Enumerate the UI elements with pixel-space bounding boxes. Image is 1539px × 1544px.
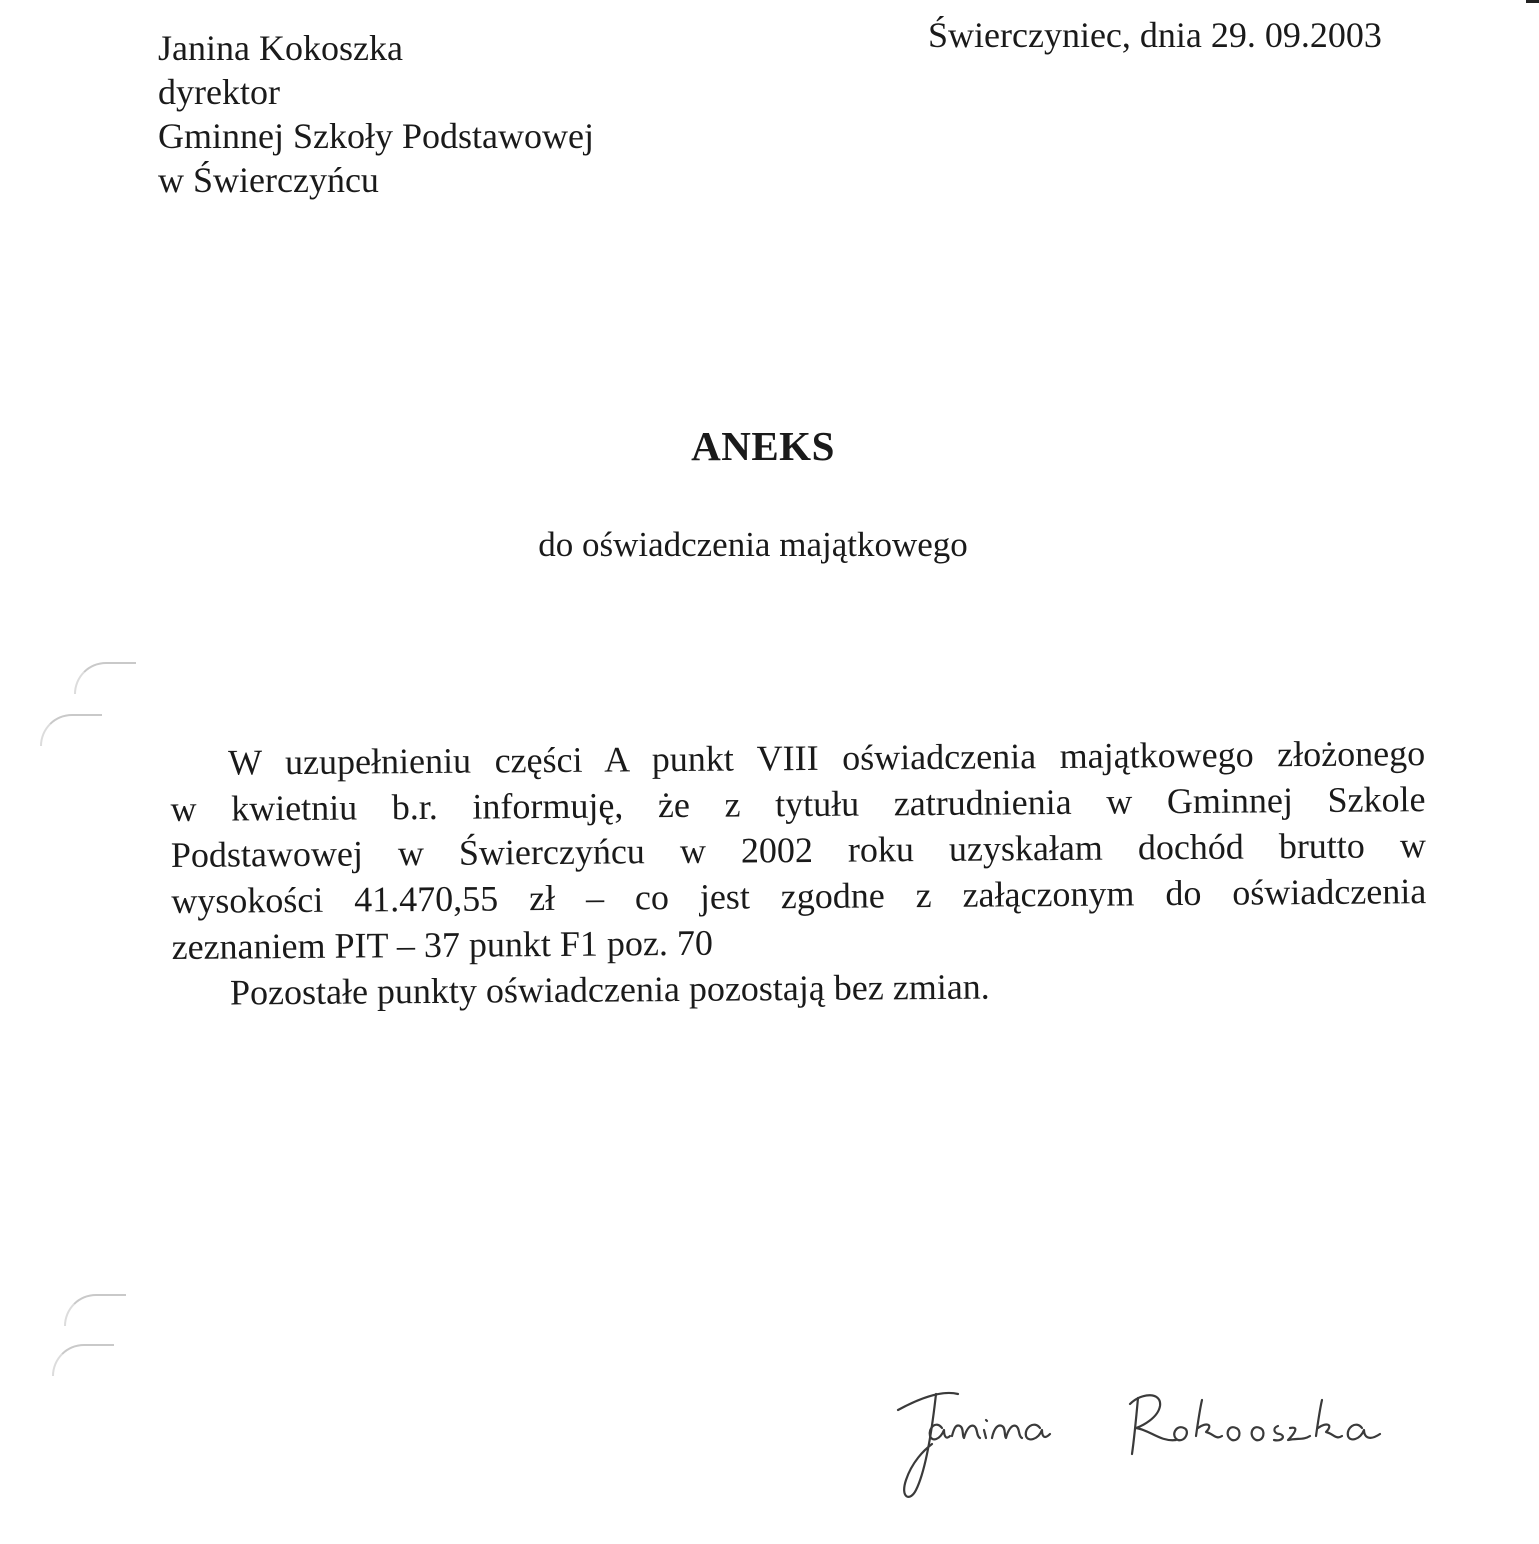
body-line: w kwietniu b.r. informuję, że z tytułu zatrudnienia w Gminnej Szkole	[170, 779, 1426, 829]
handwritten-signature	[880, 1370, 1420, 1520]
punch-mark	[64, 1294, 126, 1326]
body-line: W uzupełnieniu części A punkt VIII oświadczenia majątkowego złożonego	[228, 733, 1426, 783]
document-subtitle: do oświadczenia majątkowego	[538, 525, 968, 564]
punch-mark	[52, 1344, 114, 1376]
sender-position: dyrektor	[158, 72, 280, 112]
scan-artifact	[1526, 0, 1539, 3]
sender-institution: Gminnej Szkoły Podstawowej	[158, 116, 594, 156]
document-body	[170, 730, 1427, 1016]
closing-line: Pozostałe punkty oświadczenia pozostają bez zmian.	[229, 966, 990, 1013]
body-line: Podstawowej w Świerczyńcu w 2002 roku uzyskałam dochód brutto w	[170, 825, 1427, 875]
document-title: ANEKS	[691, 423, 835, 469]
sender-location: w Świerczyńcu	[158, 160, 379, 200]
body-line: zeznaniem PIT – 37 punkt F1 poz. 70	[171, 922, 714, 967]
place-date: Świerczyniec, dnia 29. 09.2003	[928, 15, 1382, 55]
body-line: wysokości 41.470,55 zł – co jest zgodne z załączonym do oświadczenia	[171, 871, 1427, 921]
punch-mark	[74, 662, 136, 694]
sender-name: Janina Kokoszka	[158, 28, 403, 68]
punch-mark	[40, 714, 102, 746]
sender-block	[158, 26, 594, 202]
